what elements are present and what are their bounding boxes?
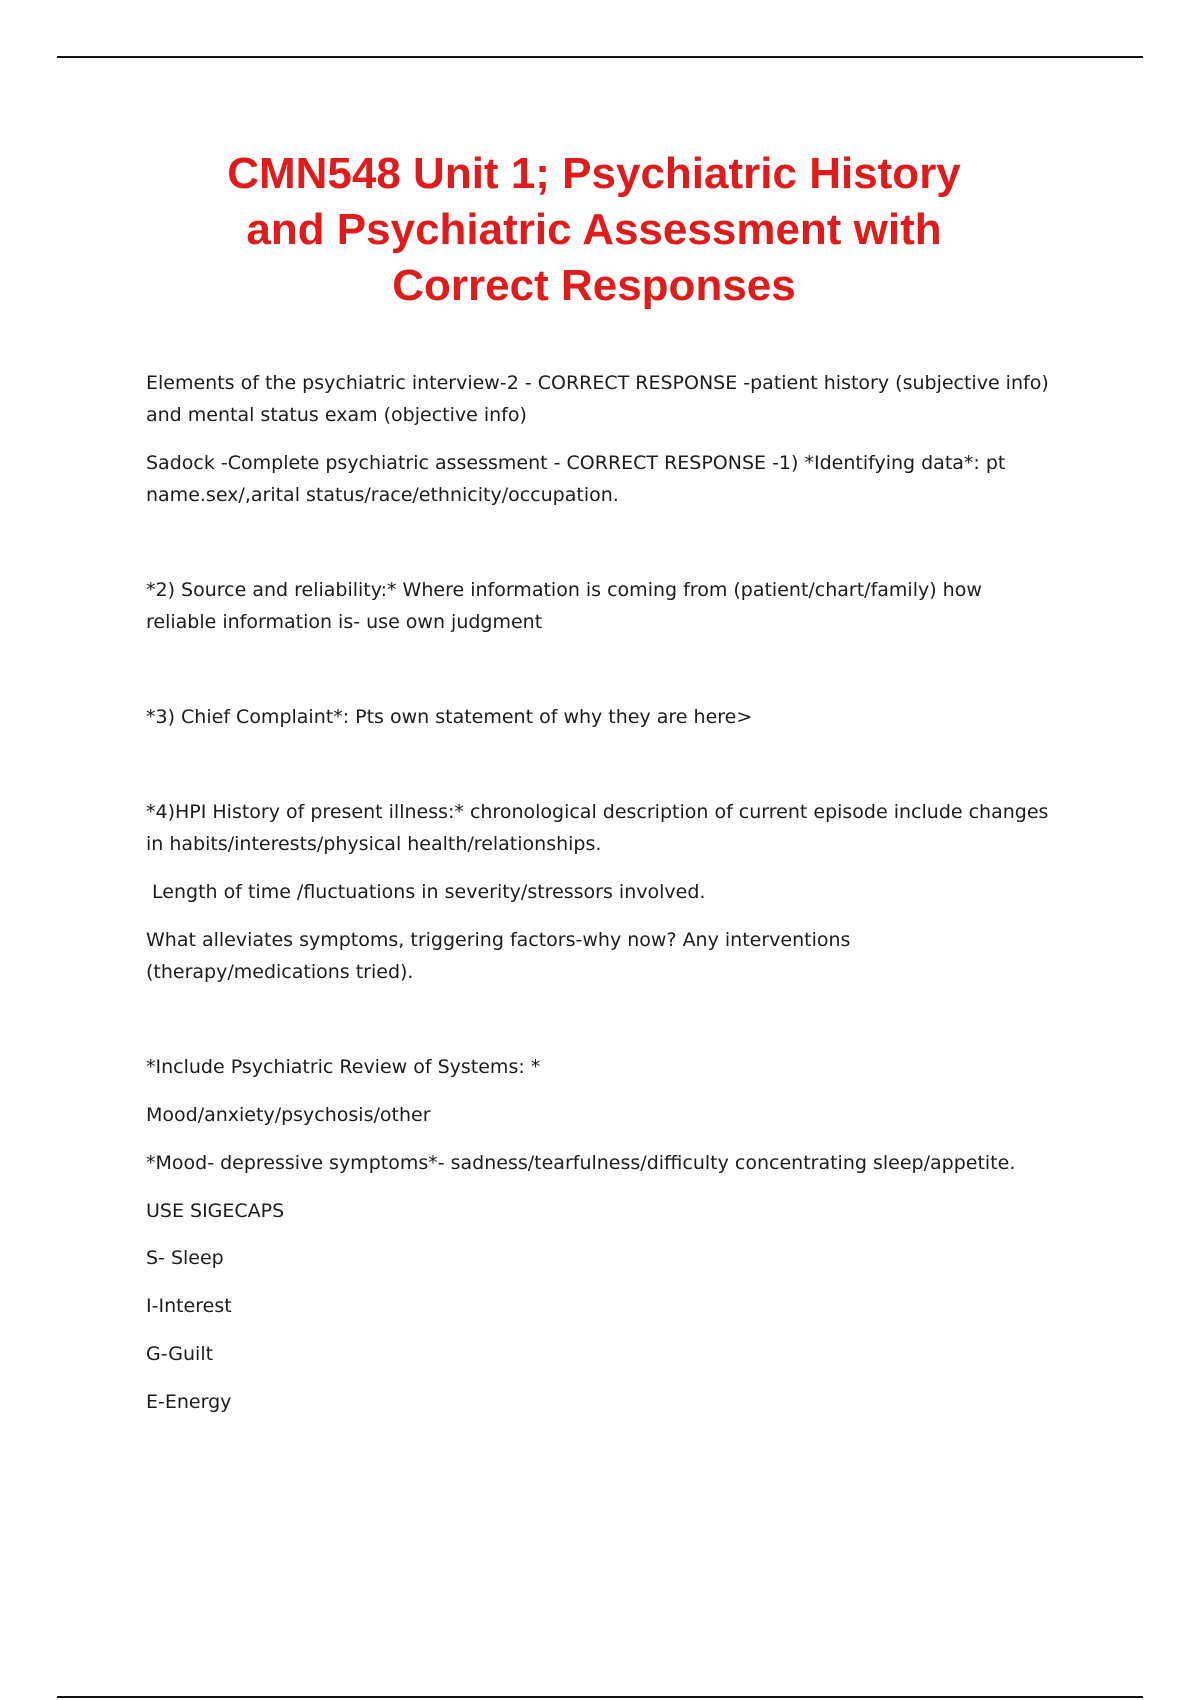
- text-line: *Include Psychiatric Review of Systems: *: [146, 1056, 541, 1078]
- paragraph-alleviates: [146, 924, 1086, 988]
- text-line: What alleviates symptoms, triggering factors-why now? Any interventions: [146, 929, 851, 951]
- title-line: Correct Responses: [392, 261, 796, 310]
- text-line: reliable information is- use own judgment: [146, 611, 543, 633]
- bottom-rule: [57, 1696, 1143, 1698]
- top-rule: [57, 56, 1143, 58]
- title-line: and Psychiatric Assessment with: [246, 205, 942, 254]
- list-item-guilt: [146, 1338, 1086, 1370]
- text-line: S- Sleep: [146, 1247, 224, 1269]
- text-line: Elements of the psychiatric interview-2 - CORRECT RESPONSE -patient history (subjective info): [146, 372, 1049, 394]
- paragraph-interview-elements: [146, 367, 1086, 431]
- text-line: Sadock -Complete psychiatric assessment - CORRECT RESPONSE -1) *Identifying data*: pt: [146, 452, 1006, 474]
- paragraph-mood-anxiety: [146, 1099, 1086, 1131]
- paragraph-hpi: [146, 796, 1086, 860]
- text-line: E-Energy: [146, 1391, 232, 1413]
- text-line: (therapy/medications tried).: [146, 961, 414, 983]
- list-item-sleep: [146, 1242, 1086, 1274]
- paragraph-chief-complaint: [146, 701, 1086, 733]
- list-item-energy: [146, 1386, 1086, 1418]
- text-line: in habits/interests/physical health/relationships.: [146, 833, 602, 855]
- text-line: I-Interest: [146, 1295, 232, 1317]
- paragraph-complete-assessment: [146, 447, 1086, 511]
- list-item-interest: [146, 1290, 1086, 1322]
- text-line: *3) Chief Complaint*: Pts own statement of why they are here>: [146, 706, 753, 728]
- title-line: CMN548 Unit 1; Psychiatric History: [227, 149, 961, 198]
- text-line: Length of time /fluctuations in severity/stressors involved.: [146, 881, 706, 903]
- text-line: Mood/anxiety/psychosis/other: [146, 1104, 431, 1126]
- text-line: name.sex/,arital status/race/ethnicity/occupation.: [146, 484, 619, 506]
- text-line: and mental status exam (objective info): [146, 404, 527, 426]
- text-line: *Mood- depressive symptoms*- sadness/tearfulness/difficulty concentrating sleep/appetite.: [146, 1152, 1016, 1174]
- text-line: *2) Source and reliability:* Where information is coming from (patient/chart/family) how: [146, 579, 982, 601]
- text-line: G-Guilt: [146, 1343, 214, 1365]
- paragraph-sigecaps: [146, 1195, 1086, 1227]
- paragraph-source-reliability: [146, 574, 1086, 638]
- text-line: USE SIGECAPS: [146, 1200, 285, 1222]
- paragraph-review-of-systems: [146, 1051, 1086, 1083]
- paragraph-mood-depressive: [146, 1147, 1086, 1179]
- text-line: *4)HPI History of present illness:* chronological description of current episode include changes: [146, 801, 1049, 823]
- paragraph-length-of-time: [146, 876, 1086, 908]
- document-title: [120, 146, 1068, 314]
- document-body: [146, 367, 1086, 1418]
